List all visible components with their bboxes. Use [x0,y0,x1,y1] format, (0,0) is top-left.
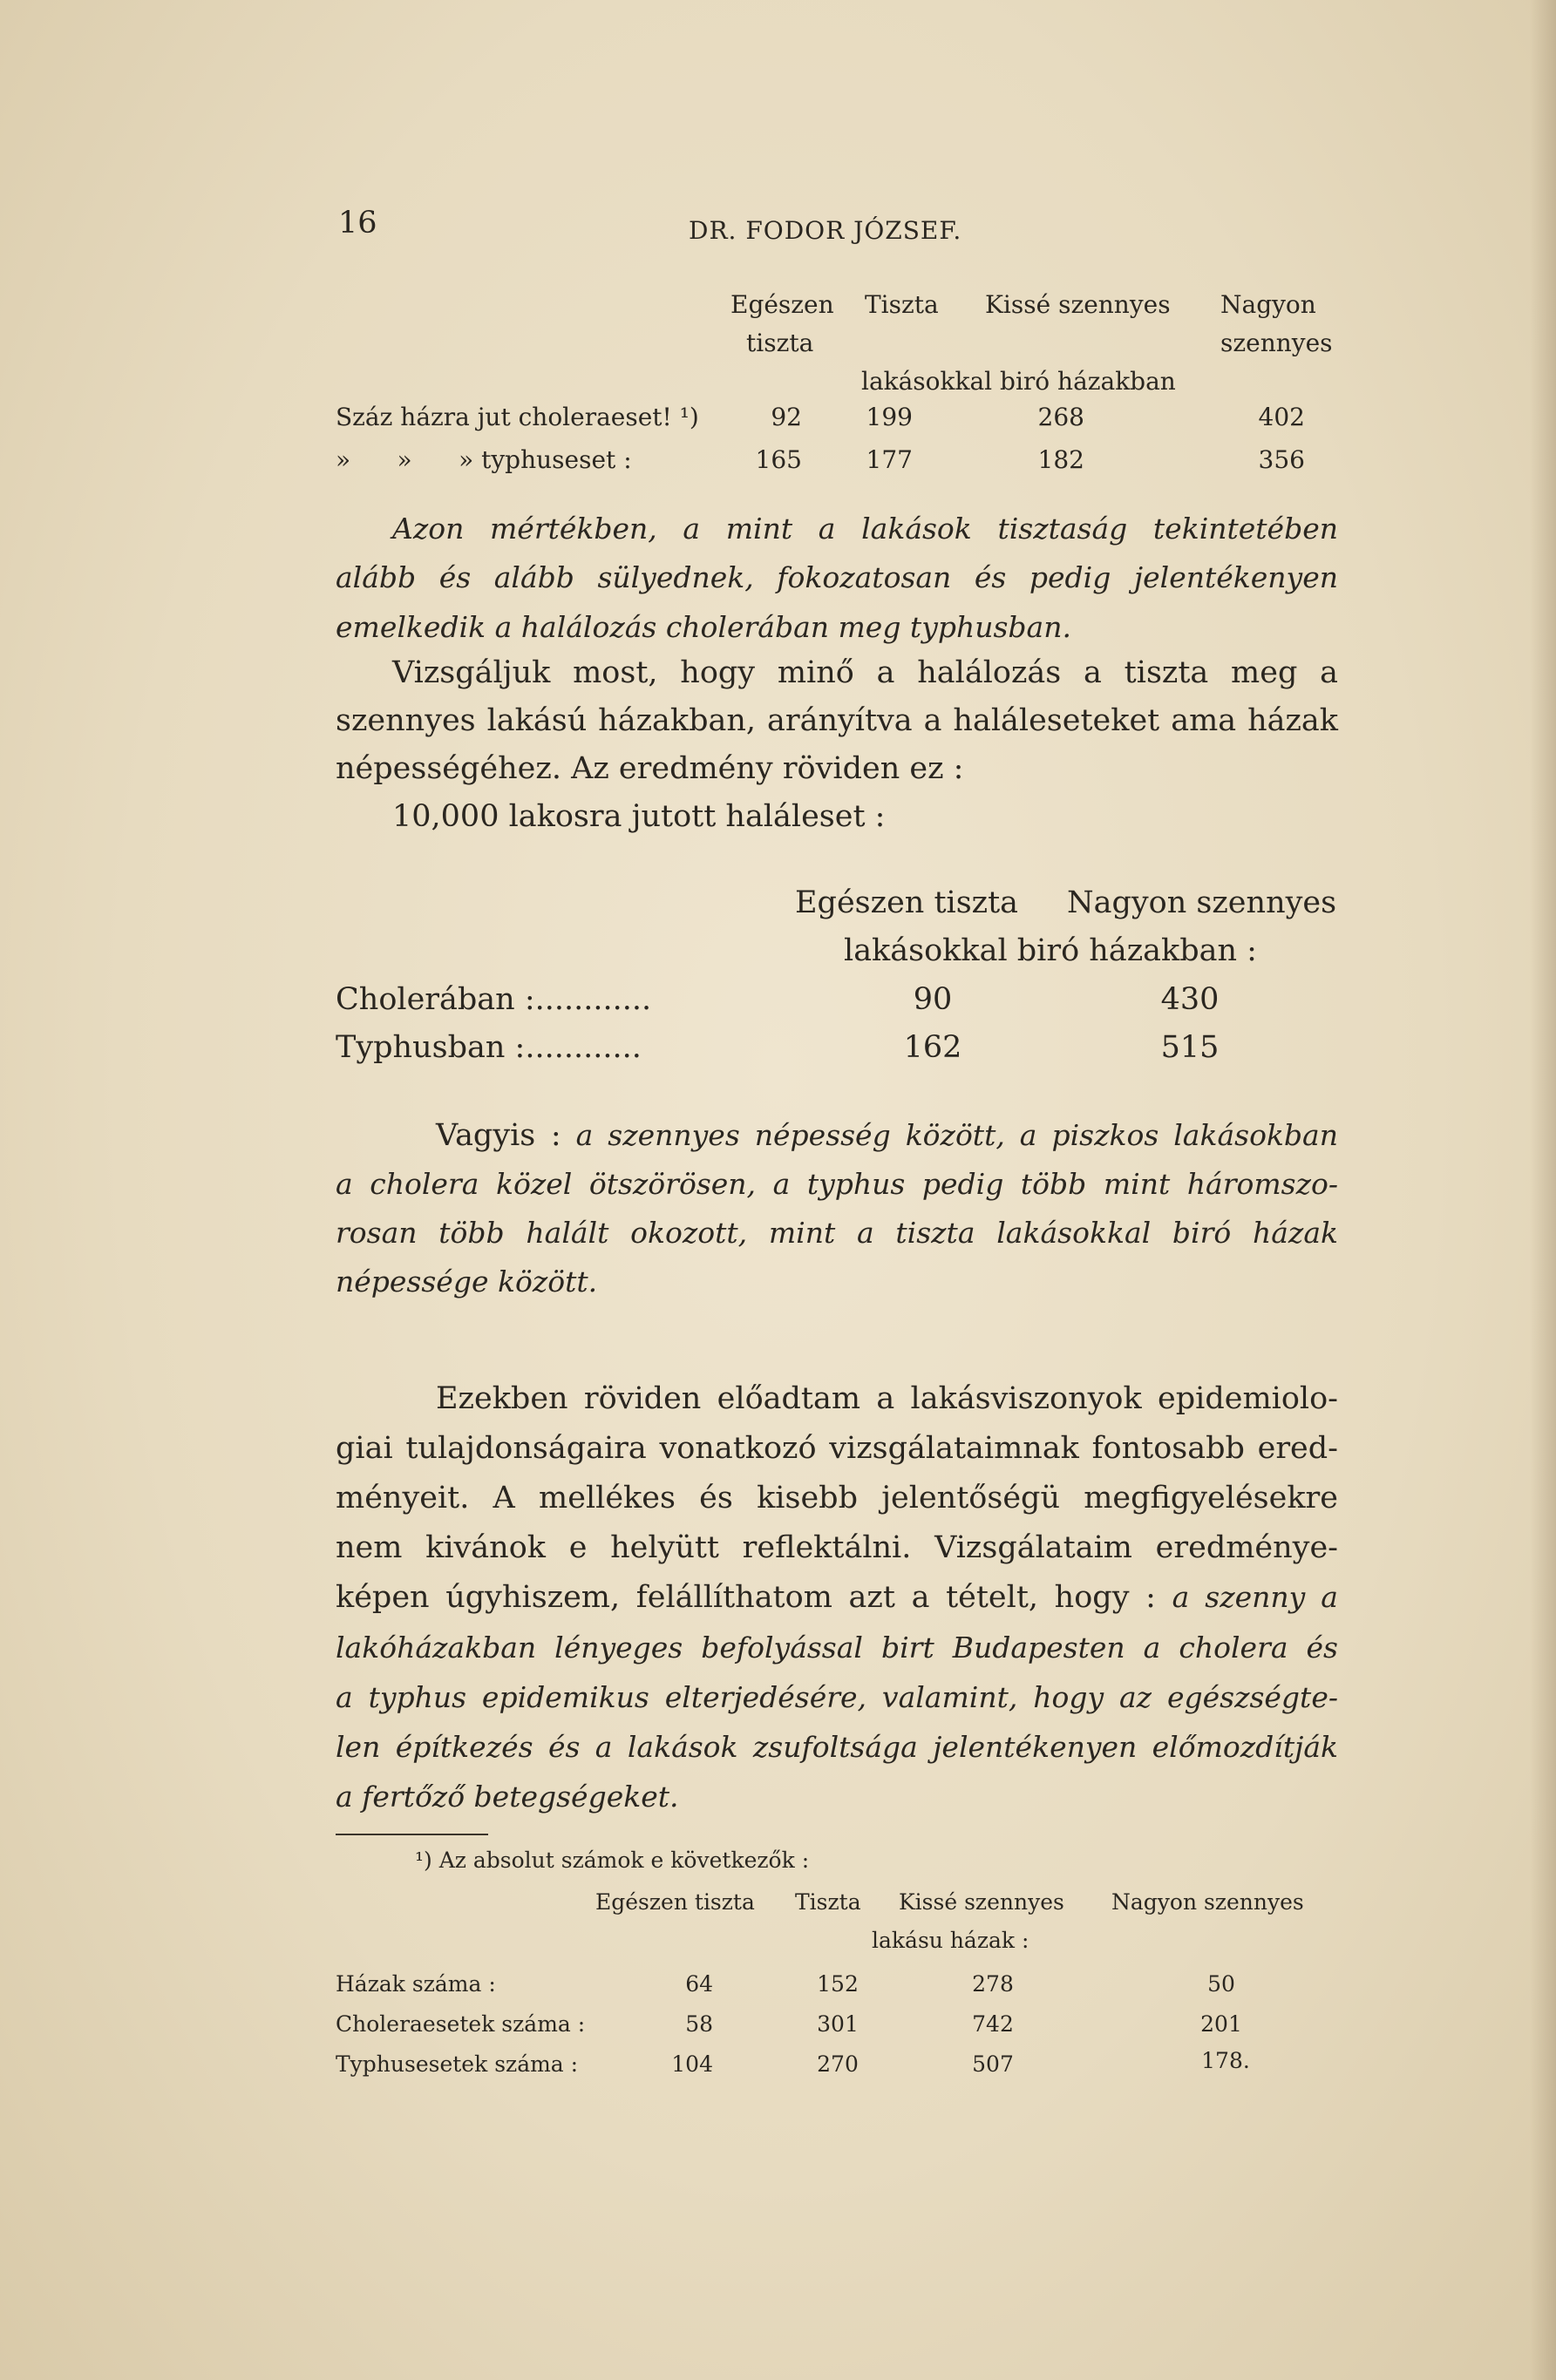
text-line: emelkedik a halálozás cholerában meg typhusban. [336,610,1071,644]
text-line: nem kivánok e helyütt reflektálni. Vizsgálataim eredménye- [336,1530,1338,1565]
col-header-tiszta: Tiszta [865,290,939,319]
cell-value: 64 [685,1971,713,1997]
text-line: a cholera közel ötszörösen, a typhus pedig több mint háromszo- [336,1167,1338,1201]
cell-value: 201 [1200,2011,1242,2037]
footnote-ref: ¹) [679,403,699,431]
cell-value: 515 [1160,1030,1220,1065]
col-header-nagyon: Nagyon [1220,290,1316,319]
cell-value: 104 [671,2051,713,2077]
row-label-typhus: » » » typhuseset : [336,445,632,474]
row-label: Typhusban : [336,1030,526,1065]
text-italic: a szenny a [1172,1580,1338,1614]
cell-value: 58 [685,2011,713,2037]
text-line: szennyes lakású házakban, arányítva a haláleseteket ama házak [336,703,1338,738]
footnote-title: ¹) Az absolut számok e következők : [415,1848,810,1873]
cell-value: 182 [1037,445,1084,474]
cell-value: 278 [972,1971,1014,1997]
cell-value: 152 [817,1971,859,1997]
text-line: rosan több halált okozott, mint a tiszta lakásokkal biró házak [336,1216,1338,1250]
text-line: Azon mértékben, a mint a lakások tisztaság tekintetében [392,512,1338,546]
fn-caption: lakásu házak : [872,1928,1029,1953]
table-caption: lakásokkal biró házakban [861,367,1176,396]
cell-value: 162 [903,1030,962,1065]
row-label-cholera: Száz házra jut choleraeset! ¹) [336,403,699,431]
footnote-rule [336,1834,488,1835]
row-label: Cholerában : [336,982,535,1017]
cell-value: 92 [771,403,802,431]
text-line: Vizsgáljuk most, hogy minő a halálozás a tiszta meg a [392,655,1338,690]
cell-value: 165 [755,445,802,474]
cell-value: 742 [972,2011,1014,2037]
text-line: Ezekben röviden előadtam a lakásviszonyok epidemiolo- [436,1381,1338,1416]
col-header-kisse: Kissé szennyes [985,290,1171,319]
fn-row-label: Choleraesetek száma : [336,2011,586,2037]
text-line: ményeit. A mellékes és kisebb jelentőségü megfigyelésekre [336,1481,1338,1515]
text-line: len építkezés és a lakások zsufoltsága jelentékenyen előmozdítják [336,1730,1338,1764]
text-line: giai tulajdonságaira vonatkozó vizsgálataimnak fontosabb ered- [336,1431,1338,1466]
fn-col-header: Kissé szennyes [899,1889,1064,1915]
cell-value: 356 [1258,445,1305,474]
col-header-egeszen-tiszta: Egészen tiszta [795,885,1019,920]
cell-value: 430 [1160,982,1220,1017]
cell-value: 50 [1207,1971,1235,1997]
cell-value: 178. [1201,2048,1250,2073]
fn-col-header: Egészen tiszta [595,1889,755,1915]
row-cholera [336,982,651,1017]
text-italic: a szennyes népesség között, a piszkos lakásokban [575,1118,1338,1152]
row-typhus [336,1030,642,1065]
table-caption: lakásokkal biró házakban : [844,933,1257,968]
cell-value: 270 [817,2051,859,2077]
col-header-nagyon-szennyes: Nagyon szennyes [1067,885,1337,920]
fn-col-header: Tiszta [795,1889,861,1915]
fn-row-label: Házak száma : [336,1971,496,1997]
text-line: népessége között. [336,1265,598,1298]
cell-value: 402 [1258,403,1305,431]
cell-value: 177 [866,445,913,474]
leader-dots: ............ [525,1030,642,1065]
page-number: 16 [338,206,377,241]
text-line: lakóházakban lényeges befolyással birt Budapesten a cholera és [336,1631,1338,1665]
cell-value: 90 [913,982,953,1017]
lead-word: Vagyis : [436,1118,561,1153]
text-line [336,1580,1338,1615]
text-roman: képen úgyhiszem, felállíthatom azt a tételt, hogy : [336,1580,1156,1615]
col-header-szennyes-2: szennyes [1220,329,1333,357]
text-line: a typhus epidemikus elterjedésére, valamint, hogy az egészségte- [336,1680,1338,1714]
cell-value: 507 [972,2051,1014,2077]
text-line: 10,000 lakosra jutott haláleset : [392,799,886,834]
leader-dots: ............ [534,982,652,1017]
cell-value: 199 [866,403,913,431]
col-header-tiszta-2: tiszta [746,329,814,357]
text-line [436,1118,1338,1153]
text-line: alább és alább sülyednek, fokozatosan és pedig jelentékenyen [336,560,1338,594]
col-header-egeszen: Egészen [730,290,834,319]
fn-col-header: Nagyon szennyes [1111,1889,1304,1915]
cell-value: 268 [1037,403,1084,431]
text-line: népességéhez. Az eredmény röviden ez : [336,751,964,786]
text-line: a fertőző betegségeket. [336,1780,679,1814]
fn-row-label: Typhusesetek száma : [336,2051,579,2077]
running-title: DR. FODOR JÓZSEF. [689,216,962,245]
cell-value: 301 [817,2011,859,2037]
